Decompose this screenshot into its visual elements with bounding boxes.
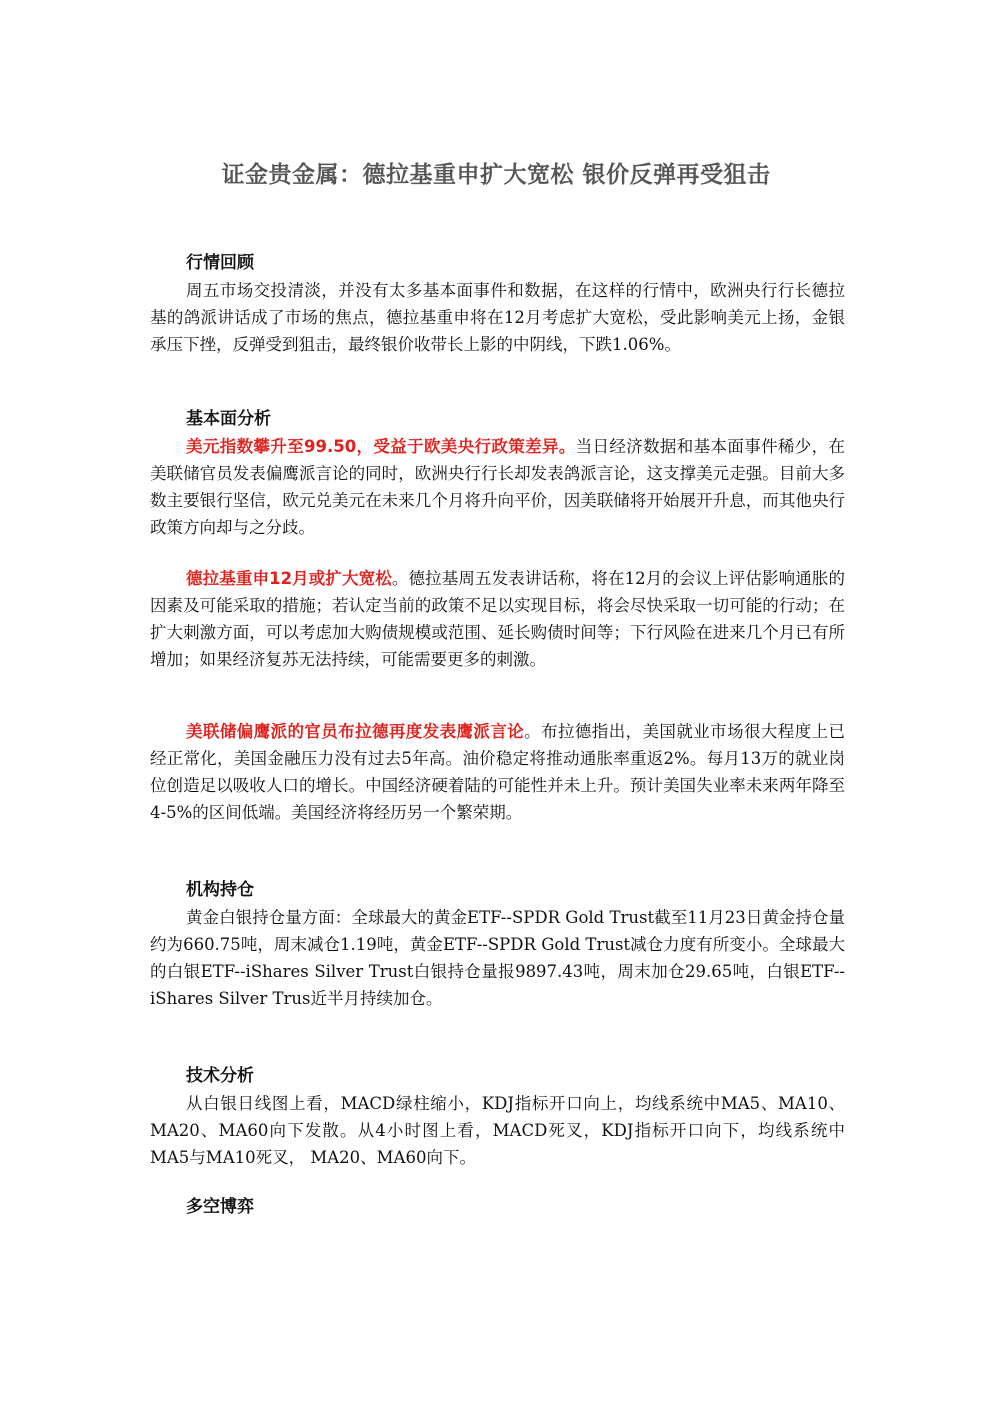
section-market-review <box>150 250 845 358</box>
paragraph-text: 当日经济数据和基本面事件稀少，在美联储官员发表偏鹰派言论的同时，欧洲央行行长却发表鸽派言论，这支撑美元走强。目前大多数主要银行坚信，欧元兑美元在未来几个月将升向平价，因美联储将开始展开升息，而其他央行政策方向却与之分歧。 <box>150 437 845 537</box>
paragraph <box>150 1090 845 1171</box>
paragraph-text: 。德拉基周五发表讲话称，将在12月的会议上评估影响通胀的因素及可能采取的措施；若认定当前的政策不足以实现目标，将会尽快采取一切可能的行动；在扩大刺激方面，可以考虑加大购债规模或范围、延长购债时间等；下行风险在进来几个月已有所增加；如果经济复苏无法持续，可能需要更多的刺激。 <box>150 569 846 669</box>
section-heading: 基本面分析 <box>186 409 271 429</box>
paragraph <box>150 904 845 1012</box>
section-fundamentals-3 <box>150 718 845 826</box>
paragraph-lead: 美联储偏鹰派的官员布拉德再度发表鹰派言论 <box>186 722 525 741</box>
section-fundamentals-2 <box>150 565 845 673</box>
section-technical <box>150 1063 845 1171</box>
section-holdings <box>150 877 845 1012</box>
section-fundamentals <box>150 406 845 541</box>
paragraph-text: 从白银日线图上看，MACD绿柱缩小，KDJ指标开口向上，均线系统中MA5、MA10、MA20、MA60向下发散。从4小时图上看，MACD死叉，KDJ指标开口向下，均线系统中MA5与MA10死叉， MA20、MA60向下。 <box>150 1094 845 1167</box>
paragraph <box>150 433 845 541</box>
paragraph <box>150 277 845 358</box>
paragraph-text: 。布拉德指出，美国就业市场很大程度上已经正常化，美国金融压力没有过去5年高。油价稳定将推动通胀率重返2%。每月13万的就业岗位创造足以吸收人口的增长。中国经济硬着陆的可能性并未上升。预计美国失业率未来两年降至4-5%的区间低端。美国经济将经历另一个繁荣期。 <box>150 722 846 822</box>
paragraph-text: 黄金白银持仓量方面：全球最大的黄金ETF--SPDR Gold Trust截至11月23日黄金持仓量约为660.75吨，周末减仓1.19吨，黄金ETF--SPDR Gold Trust减仓力度有所变小。全球最大的白银ETF--iShares Silver Trust白银持仓量报9897.43吨，周末加仓29.65吨，白银ETF--iShares Silver Trus近半月持续加仓。 <box>150 908 845 1008</box>
paragraph <box>150 565 845 673</box>
document-title: 证金贵金属：德拉基重申扩大宽松 银价反弹再受狙击 <box>221 162 771 188</box>
paragraph <box>150 718 845 826</box>
section-heading: 多空博弈 <box>186 1197 254 1217</box>
paragraph-lead: 美元指数攀升至99.50，受益于欧美央行政策差异。 <box>186 437 576 456</box>
section-heading: 机构持仓 <box>186 880 254 900</box>
paragraph-text: 周五市场交投清淡，并没有太多基本面事件和数据，在这样的行情中，欧洲央行行长德拉基的鸽派讲话成了市场的焦点，德拉基重申将在12月考虑扩大宽松，受此影响美元上扬，金银承压下挫，反弹受到狙击，最终银价收带长上影的中阴线，下跌1.06%。 <box>150 281 845 354</box>
paragraph-lead: 德拉基重申12月或扩大宽松 <box>186 569 392 588</box>
section-heading: 行情回顾 <box>186 253 254 273</box>
section-bull-bear <box>150 1194 845 1221</box>
section-heading: 技术分析 <box>186 1066 254 1086</box>
